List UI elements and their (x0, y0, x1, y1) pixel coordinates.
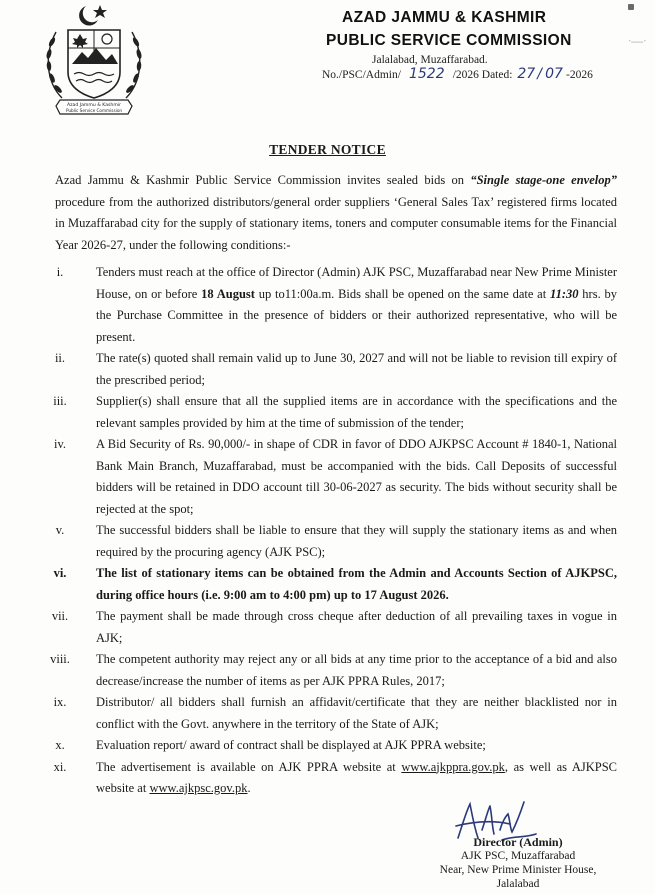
condition-number: iv. (53, 437, 67, 451)
condition-text: The list of stationary items can be obtained from the Admin and Accounts Section of AJKPSC, during office hours (i.e. 9:00 am to 4:00 pm) up to 17 August 2026. (96, 566, 617, 602)
ajkppra-website-link[interactable]: www.ajkppra.gov.pk (401, 759, 505, 774)
condition-text: Supplier(s) shall ensure that all the supplied items are in accordance with the specifications and the relevant samples provided by him at the time of submission of the tender; (96, 394, 617, 430)
ref-prefix: No./PSC/Admin/ (322, 69, 401, 81)
condition-number: i. (56, 265, 64, 279)
ref-number-handwritten: 1522 (408, 66, 445, 82)
condition-item (0, 757, 655, 800)
ajkpsc-website-link[interactable]: www.ajkpsc.gov.pk (149, 781, 248, 795)
conditions-list (0, 262, 655, 800)
condition-text-part: . (247, 781, 251, 795)
org-line2: PUBLIC SERVICE COMMISSION (326, 32, 572, 49)
condition-text (96, 262, 617, 348)
condition-item (0, 606, 655, 649)
condition-item (0, 563, 655, 606)
condition-number: vii. (51, 609, 69, 623)
intro-part2: procedure from the authorized distributors/general order suppliers ‘General Sales Tax’ registered firms located in Muzaffarabad city for the supply of stationary items, toners and computer consumable items for the Financial Year 2026-27, under the following conditions:- (55, 194, 617, 252)
opening-time: 11:30 (550, 286, 579, 301)
organization-name (312, 6, 612, 52)
ref-year: /2026 Dated: (452, 69, 513, 81)
condition-item (0, 735, 655, 757)
condition-text-part: The advertisement is available on AJK PPRA website at (96, 759, 402, 774)
reference-line (322, 66, 593, 82)
date-separator: / (537, 66, 543, 82)
notice-title-text: TENDER NOTICE (269, 142, 386, 157)
date-year: -2026 (566, 69, 593, 81)
condition-number: iii. (53, 394, 67, 408)
condition-text: The payment shall be made through cross cheque after deduction of all prevailing taxes in vogue in AJK; (96, 609, 617, 645)
signatory-role: Director (Admin) (473, 835, 563, 849)
condition-text (96, 757, 617, 800)
signature-block (418, 835, 618, 891)
intro-part1: Azad Jammu & Kashmir Public Service Commission invites sealed bids on (55, 173, 471, 187)
intro-paragraph (55, 170, 617, 256)
deadline-date: 18 August (201, 286, 255, 301)
condition-text-part: Tenders must reach at the office of Director (Admin) AJK PSC, Muzaffarabad near New Prime Minister House, on or before (96, 265, 617, 301)
corner-mark (628, 4, 634, 10)
condition-number: ii. (54, 351, 66, 365)
condition-number: vi. (53, 566, 67, 580)
ajk-psc-emblem-logo (38, 2, 150, 120)
signatory-address-line1: Near, New Prime Minister House, (439, 864, 597, 876)
condition-text: The competent authority may reject any or all bids at any time prior to the acceptance of a bid and also decrease/increase the number of items as per AJK PPRA Rules, 2017; (96, 652, 617, 688)
signatory-address-line2: Jalalabad (496, 878, 540, 890)
logo-caption-line1: Azad Jammu & Kashmir (67, 103, 121, 108)
logo-caption-line2: Public Service Commission (65, 108, 123, 113)
margin-scribble: ᐧ—ᐧ (628, 34, 647, 48)
condition-text: The successful bidders shall be liable to ensure that they will supply the stationary items as and when required by the procuring agency (AJK PSC); (96, 523, 617, 559)
org-address: Jalalabad, Muzaffarabad. (372, 54, 488, 66)
condition-item (0, 692, 655, 735)
condition-number: v. (55, 523, 65, 537)
condition-item (0, 391, 655, 434)
condition-number: xi. (53, 759, 67, 774)
condition-number: ix. (53, 695, 67, 709)
condition-text: Evaluation report/ award of contract shall be displayed at AJK PPRA website; (96, 738, 486, 752)
org-line1: AZAD JAMMU & KASHMIR (342, 9, 547, 26)
date-day-handwritten: 27 (517, 66, 536, 82)
condition-text-part: , as well as AJKPSC website at (96, 759, 617, 795)
condition-text-part: up to11:00a.m. Bids shall be opened on the same date at (254, 286, 551, 301)
condition-text: The rate(s) quoted shall remain valid up to June 30, 2027 and will not be liable to revision till expiry of the prescribed period; (96, 351, 617, 387)
date-month-handwritten: 07 (545, 66, 563, 82)
condition-text-part: hrs. by the Purchase Committee in the presence of bidders or their authorized representative, who will be present. (96, 286, 618, 344)
condition-item (0, 434, 655, 520)
notice-title (0, 142, 655, 158)
condition-number: x. (55, 738, 65, 752)
condition-item (0, 348, 655, 391)
signatory-office: AJK PSC, Muzaffarabad (460, 850, 576, 862)
condition-item (0, 262, 655, 348)
condition-text: Distributor/ all bidders shall furnish an affidavit/certificate that they are neither blacklisted nor in conflict with the Govt. anywhere in the territory of the State of AJK; (96, 695, 617, 731)
intro-emphasis: “Single stage-one envelop” (470, 173, 618, 187)
condition-text: A Bid Security of Rs. 90,000/- in shape of CDR in favor of DDO AJKPSC Account # 1840-1, National Bank Main Branch, Muzaffarabad, must be accompanied with the bids. Call Deposits of successful bidders will be retained in DDO account till 30-06-2027 as security. The bids without security shall be rejected at the spot; (96, 437, 617, 516)
condition-item (0, 520, 655, 563)
condition-number: viii. (50, 652, 70, 666)
condition-item (0, 649, 655, 692)
